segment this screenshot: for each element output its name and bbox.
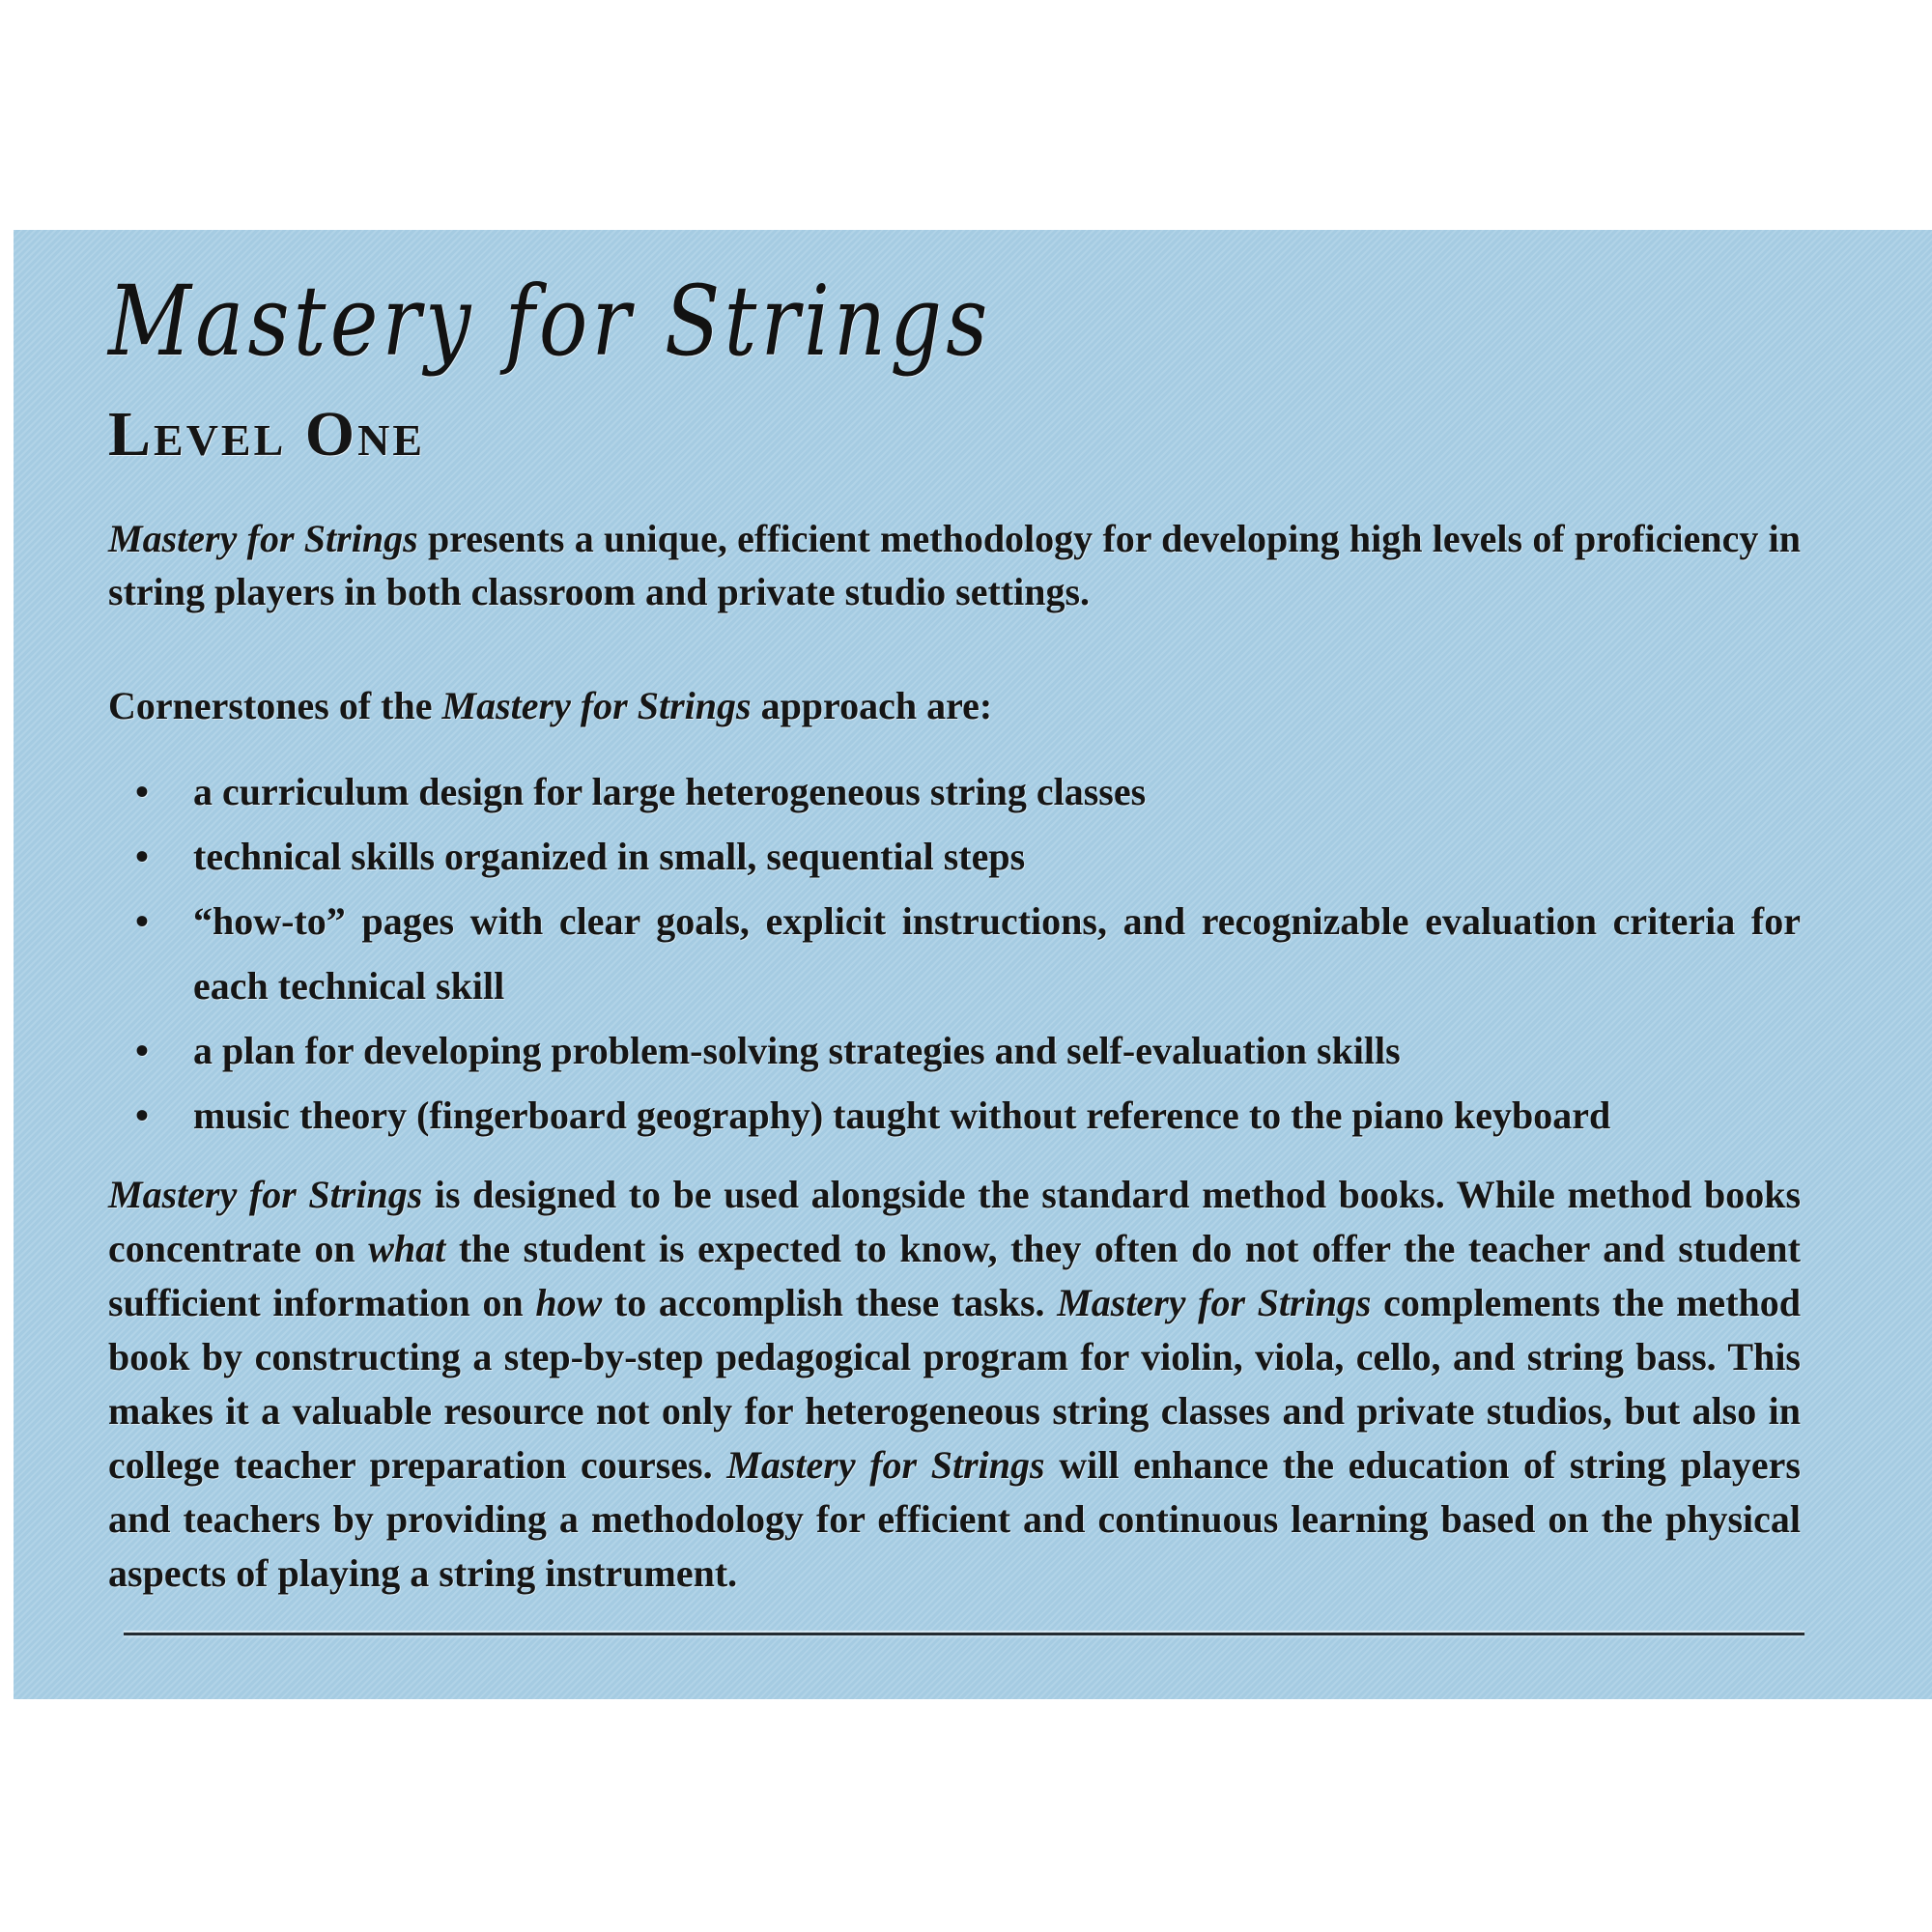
closing-text: the student is expected to know, they often do not offer the teacher and student sufficient information on (108, 1227, 1801, 1324)
emphasis-how: how (535, 1281, 603, 1324)
list-item-text: a curriculum design for large heterogeneous string classes (193, 770, 1147, 813)
cornerstones-after: approach are: (751, 684, 993, 727)
cornerstones-heading (108, 679, 1801, 732)
list-item-text: technical skills organized in small, sequential steps (193, 835, 1026, 878)
book-title-inline: Mastery for Strings (726, 1443, 1045, 1487)
book-title-inline: Mastery for Strings (1057, 1281, 1372, 1324)
book-cover-page (14, 230, 1932, 1699)
bullet-icon: • (135, 1094, 150, 1137)
list-item (108, 759, 1801, 824)
list-item-text: “how-to” pages with clear goals, explicit instructions, and recognizable evaluation criteria for each technical skill (193, 899, 1801, 1008)
bullet-icon: • (135, 835, 150, 878)
closing-text: to accomplish these tasks. (602, 1281, 1058, 1324)
closing-text: is designed to be used alongside the standard method books. While method books concentrate on (108, 1173, 1802, 1270)
closing-text: complements the method book by constructing a step-by-step pedagogical program for violin, viola, cello, and string bass. This makes it a valuable resource not only for heterogeneous string classes and private studios, but also in college teacher preparation courses. (108, 1281, 1802, 1487)
cornerstones-before: Cornerstones of the (108, 684, 442, 727)
bullet-icon: • (135, 770, 150, 813)
closing-paragraph (108, 1168, 1801, 1601)
list-item-text: music theory (fingerboard geography) taught without reference to the piano keyboard (193, 1094, 1611, 1137)
list-item (108, 1018, 1801, 1083)
book-title-inline: Mastery for Strings (108, 1173, 423, 1216)
closing-text: will enhance the education of string players and teachers by providing a methodology for efficient and continuous learning based on the physical aspects of playing a string instrument. (108, 1443, 1802, 1595)
bullet-icon: • (135, 1029, 150, 1072)
cornerstones-list (108, 759, 1801, 1148)
list-item (108, 889, 1801, 1018)
emphasis-what: what (368, 1227, 446, 1270)
intro-text: presents a unique, efficient methodology for developing high levels of proficiency in string players in both classroom and private studio settings. (108, 517, 1801, 613)
page-title: Mastery for Strings (108, 265, 992, 378)
level-subtitle: Level One (108, 399, 426, 469)
book-title-inline: Mastery for Strings (108, 517, 418, 560)
bullet-icon: • (135, 899, 150, 943)
list-item-text: a plan for developing problem-solving strategies and self-evaluation skills (193, 1029, 1401, 1072)
horizontal-divider (124, 1633, 1804, 1635)
book-title-inline: Mastery for Strings (441, 684, 752, 727)
intro-paragraph (108, 512, 1801, 618)
list-item (108, 824, 1801, 889)
list-item (108, 1083, 1801, 1148)
